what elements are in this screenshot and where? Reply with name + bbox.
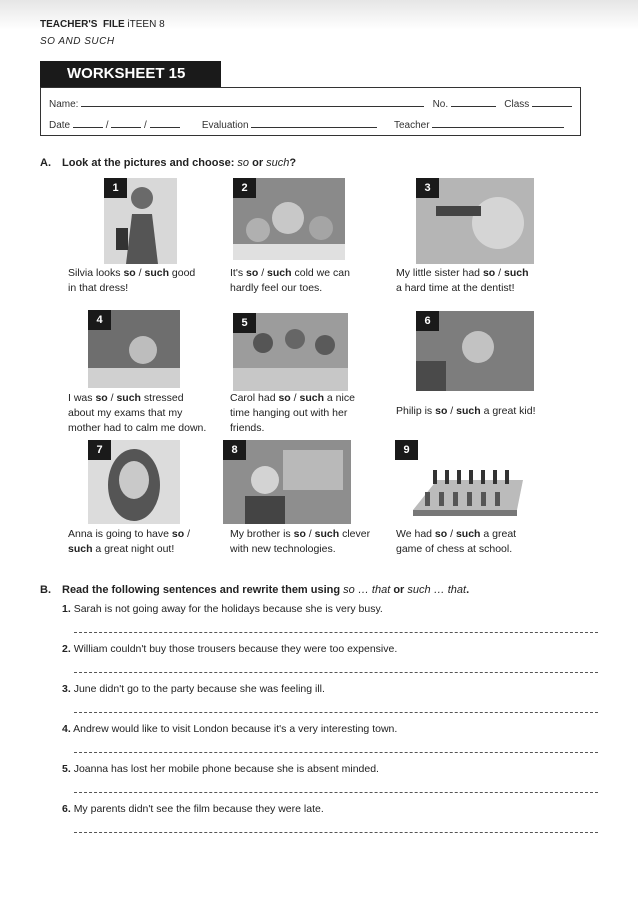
caption-4: I was so / such stressed about my exams that my mother had to calm me down. [68, 392, 207, 434]
student-info-box [40, 87, 581, 136]
option-so-6[interactable]: so [435, 405, 448, 417]
option-so-7[interactable]: so [171, 528, 185, 540]
option-so-8[interactable]: so [293, 528, 306, 540]
option-so-1[interactable]: so [123, 267, 136, 279]
option-such-8[interactable]: such [314, 528, 340, 540]
option-so-2[interactable]: so [246, 267, 259, 279]
sentence-5: 5. Joanna has lost her mobile phone because she is absent minded. [62, 763, 379, 775]
item-number-4: 4 [88, 310, 111, 330]
answer-line-4[interactable] [74, 752, 598, 753]
item-number-3: 3 [416, 178, 439, 198]
item-number-7: 7 [88, 440, 111, 460]
section-a-letter: A. [40, 157, 51, 169]
option-so-3[interactable]: so [482, 267, 496, 279]
caption-5: Carol had so / such a nice time hanging out with her friends. [230, 392, 355, 434]
item-number-5: 5 [233, 313, 256, 333]
option-such-1[interactable]: such [144, 267, 169, 279]
item-number-6: 6 [416, 311, 439, 331]
option-such-3[interactable]: such [503, 267, 529, 279]
name-row: Name: No. Class [49, 97, 572, 110]
option-such-4[interactable]: such [116, 392, 141, 404]
evaluation-field[interactable] [251, 118, 377, 128]
option-such-7[interactable]: such [68, 543, 93, 555]
header-topic: SO AND SUCH [40, 36, 115, 47]
caption-2: It's so / such cold we can hardly feel our toes. [230, 267, 350, 294]
worksheet-title: WORKSHEET 15 [40, 61, 221, 87]
class-field[interactable] [532, 97, 572, 107]
option-so-9[interactable]: so [434, 528, 448, 540]
option-so-4[interactable]: so [95, 392, 108, 404]
option-so-5[interactable]: so [278, 392, 291, 404]
sentence-4: 4. Andrew would like to visit London because it's a very interesting town. [62, 723, 398, 735]
date-month-field[interactable] [111, 118, 141, 128]
item-number-8: 8 [223, 440, 246, 460]
caption-3: My little sister had so / such a hard time at the dentist! [396, 267, 529, 294]
section-b-instruction: Read the following sentences and rewrite them using so … that or such … that. [62, 584, 470, 596]
sentence-6: 6. My parents didn't see the film because they were late. [62, 803, 324, 815]
header-series: TEACHER'S FILE iTEEN 8 [40, 19, 165, 30]
section-a-instruction: Look at the pictures and choose: so or such? [62, 157, 297, 169]
item-number-1: 1 [104, 178, 127, 198]
item-number-2: 2 [233, 178, 256, 198]
option-such-6[interactable]: such [456, 405, 481, 417]
caption-8: My brother is so / such clever with new technologies. [230, 528, 371, 555]
teacher-field[interactable] [432, 118, 564, 128]
answer-line-5[interactable] [74, 792, 598, 793]
option-such-9[interactable]: such [455, 528, 481, 540]
answer-line-3[interactable] [74, 712, 598, 713]
sentence-1: 1. Sarah is not going away for the holidays because she is very busy. [62, 603, 383, 615]
number-field[interactable] [451, 97, 496, 107]
sentence-2: 2. William couldn't buy those trousers because they were too expensive. [62, 643, 398, 655]
caption-9: We had so / such a great game of chess at school. [396, 528, 517, 555]
caption-7: Anna is going to have so / such a great night out! [68, 528, 191, 555]
answer-line-6[interactable] [74, 832, 598, 833]
date-year-field[interactable] [150, 118, 180, 128]
sentence-3: 3. June didn't go to the party because she was feeling ill. [62, 683, 325, 695]
date-row: Date / / Evaluation Teacher [49, 118, 564, 131]
option-such-5[interactable]: such [299, 392, 324, 404]
caption-1: Silvia looks so / such good in that dress! [68, 267, 196, 294]
answer-line-1[interactable] [74, 632, 598, 633]
item-number-9: 9 [395, 440, 418, 460]
option-such-2[interactable]: such [267, 267, 292, 279]
caption-6: Philip is so / such a great kid! [396, 405, 536, 417]
answer-line-2[interactable] [74, 672, 598, 673]
section-b-letter: B. [40, 584, 51, 596]
date-day-field[interactable] [73, 118, 103, 128]
name-field[interactable] [81, 97, 424, 107]
